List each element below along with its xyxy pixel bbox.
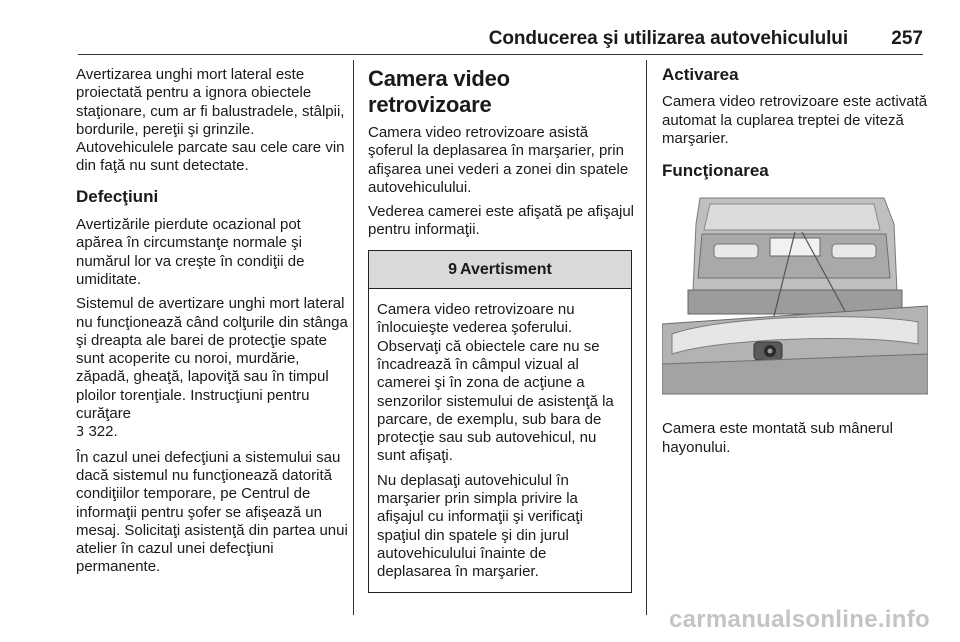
- warning-triangle-icon: 9: [448, 260, 457, 278]
- figure-caption: Camera este montată sub mânerul hayonului.: [662, 420, 893, 456]
- page-header: [0, 22, 960, 62]
- column-divider: [646, 60, 647, 615]
- page-reference-link[interactable]: 322.: [84, 423, 118, 441]
- section-heading-functionarea: Funcţionarea: [662, 161, 769, 181]
- section-title: Conducerea şi utilizarea autovehiculului: [488, 28, 848, 49]
- paragraph: Camera video retrovizoare asistă şoferul la deplasarea în marşarier, prin afişarea unei vederi a zonei din spatele autovehiculului.: [368, 124, 629, 196]
- warning-header: [369, 251, 631, 289]
- column-divider: [353, 60, 354, 615]
- section-heading-defectiuni: Defecţiuni: [76, 186, 159, 206]
- paragraph: Avertizarea unghi mort lateral este proiectată pentru a ignora obiectele staţionare, cum ar fi balustradele, stâlpii, bordurile, pereţii şi grinzile. Autovehiculele parcate sau cele care vin din faţă nu sunt detectate.: [76, 66, 345, 175]
- header-divider: [78, 54, 923, 55]
- paragraph: Avertizările pierdute ocazional pot apărea în circumstanţe normale şi numărul lor va creşte în condiţii de umiditate.: [76, 216, 305, 288]
- column-right: [662, 66, 928, 463]
- rear-camera-illustration: [662, 194, 928, 404]
- warning-title: Avertisment: [460, 260, 552, 278]
- page-number: 257: [891, 28, 923, 49]
- column-middle: [368, 66, 634, 593]
- paragraph: Vederea camerei este afişată pe afişajul pentru informaţii.: [368, 203, 634, 239]
- column-left: [76, 66, 348, 583]
- page-reference-icon: 3: [76, 425, 85, 441]
- paragraph-text: Sistemul de avertizare unghi mort lateral nu funcţionează când colţurile din stânga şi dreapta ale barei de protecţie spate sunt acoperite cu noroi, murdărie, zăpadă, gheaţă, lapoviţă sau în timpul ploilor torenţiale. Instrucţiuni pentru curăţare: [76, 295, 348, 423]
- warning-paragraph: Nu deplasaţi autovehiculul în marşarier prin simpla privire la afişajul cu informaţii şi verificaţi spaţiul din spatele şi din jurul autovehiculului înainte de deplasarea în marşarier.: [377, 471, 583, 581]
- paragraph: Camera video retrovizoare este activată automat la cuplarea treptei de viteză marşarier.: [662, 93, 928, 147]
- warning-box: [368, 250, 632, 593]
- section-heading-activarea: Activarea: [662, 65, 739, 84]
- paragraph: În cazul unei defecţiuni a sistemului sau dacă sistemul nu funcţionează datorită condiţiilor temporare, pe Centrul de informaţii pentru şofer se afişează un mesaj. Solicitaţi asistenţă din partea unui atelier în cazul unei defecţiuni permanente.: [76, 448, 348, 576]
- section-heading-camera: Camera video retrovizoare: [368, 66, 510, 117]
- watermark: carmanualsonline.info: [668, 606, 930, 633]
- warning-body: [369, 289, 631, 591]
- warning-paragraph: Camera video retrovizoare nu înlocuieşte vederea şoferului. Observaţi că obiectele care nu se încadrează în câmpul vizual al camerei şi în zona de acţiune a senzorilor sistemului de asistenţă la parcare, de exemplu, sub bara de protecţie sau sub autovehicul, nu sunt afişaţi.: [377, 301, 614, 465]
- paragraph: [76, 295, 348, 442]
